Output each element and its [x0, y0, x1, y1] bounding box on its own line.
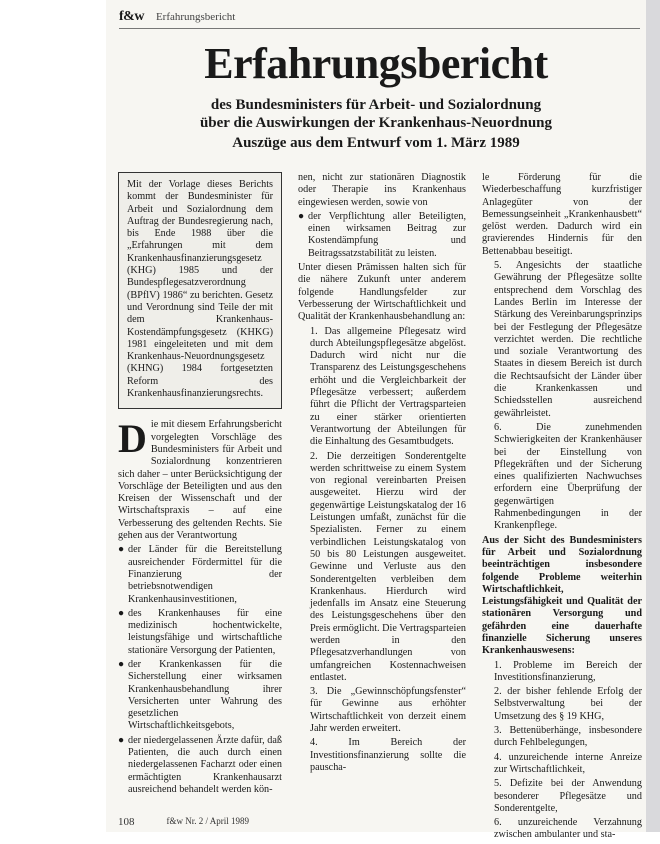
list-item: 2. Die derzeitigen Sonderentgelte werden schrittweise zu einem System von regional vereinbarten Preisen ausgeweitet. Hierzu wird der gegenwärtige Leistungskatalog der 16 Leistungen umfaßt, zunächst für die Spezialisten. Ferner zu einem verbindlichen Leistungskatalog von 50 bis 80 Leistungen ausgeweitet. Gewinne und Verluste aus den Sonderentgelten verbleiben dem Krankenhaus. Hierdurch wird jedenfalls im Ansatz eine Steuerung des Leistungsgeschehens über den Preis ermöglicht. Die Vertragsparteien werden in den Pflegesatzverhandlungen von umfangreichen Kostennachweisen entlastet.	[310, 450, 466, 683]
continuation-text: le Förderung für die Wiederbeschaffung kurzfristiger Anlagegüter von der Bemessungseinheit „Krankenhausbett“ gelöst werden. Dadurch wird ein gravierendes Hindernis für den Bettenabbau beseitigt.	[482, 172, 642, 257]
list-item: 4. unzureichende interne Anreize zur Wirtschaftlichkeit,	[494, 751, 642, 775]
list-item: 4. Im Bereich der Investitionsfinanzierung sollte die pauscha-	[310, 737, 466, 773]
page-number: 108	[118, 816, 135, 828]
issue-info: f&w Nr. 2 / April 1989	[166, 816, 249, 826]
bullet-icon: ●	[118, 544, 125, 556]
drop-cap: D	[118, 416, 147, 462]
list-item: ● der niedergelassenen Ärzte dafür, daß Patienten, die auch durch einen niedergelassenen Facharzt oder einen ermächtigten Krankenhausarzt ausreichend behandelt werden kön-	[118, 734, 282, 795]
page-binding-edge	[646, 0, 660, 832]
problems-intro: Aus der Sicht des Bundesministers für Arbeit und Sozialordnung beeinträchtigen insbesondere folgende Probleme weiterhin Wirtschaftlichkeit, Leistungsfähigkeit und Qualität der stationären Versorgung und gefährden eine dauerhafte finanzielle Sicherung unseres Krankenhauswesens:	[482, 534, 642, 657]
problems-list	[482, 660, 642, 842]
journal-logo: f&w	[119, 9, 144, 24]
list-item: ● des Krankenhauses für eine medizinisch hochentwickelte, leistungsfähige und wirtschaftliche stationäre Versorgung der Patienten,	[118, 607, 282, 656]
responsibility-list	[118, 544, 282, 796]
bullet-icon: ●	[298, 210, 305, 222]
list-item: ● der Krankenkassen für die Sicherstellung einer wirksamen Krankenhausbehandlung ihrer Versicherten unter Wahrung des gesetzlichen Wirtschaftlichkeitsgebots,	[118, 658, 282, 732]
list-item: 6. Die zunehmenden Schwierigkeiten der Krankenhäuser bei der Einstellung von Pflegekräften und der Sicherung eines qualifizierten Nachwuchses erfordern eine Überprüfung der gegenwärtigen Rahmenbedingungen in der Krankenpflege.	[494, 421, 642, 532]
article-subtitle	[106, 96, 646, 132]
list-item: 3. Bettenüberhänge, insbesondere durch Fehlbelegungen,	[494, 725, 642, 749]
article-title: Erfahrungsbericht	[204, 39, 548, 88]
bullet-icon: ●	[118, 607, 125, 619]
summary-text: Mit der Vorlage dieses Berichts kommt der Bundesminister für Arbeit und Sozialordnung dem Auftrag der Bundesregierung nach, bis Ende 1988 über die „Erfahrungen mit dem Krankenhausfinanzierungsgesetz (KHG) 1985 und der Bundespflegesatzverordnung (BPflV) 1986“ zu berichten. Gesetz und Verordnung sind Teile der mit dem Krankenhaus-Kostendämpfungsgesetz (KHKG) 1981 eingeleiteten und mit dem Krankenhaus-Neuordnungsgesetz (KHNG) 1984 fortgesetzten Reform des Krankenhausfinanzierungsrechts.	[127, 179, 273, 400]
subtitle-line-1: des Bundesministers für Arbeit- und Sozialordnung	[210, 97, 542, 113]
subtitle-line-2: über die Auswirkungen der Krankenhaus-Neuordnung	[199, 115, 553, 131]
running-header	[119, 6, 640, 29]
list-item: 5. Angesichts der staatliche Gewährung der Pflegesätze sollte entsprechend dem Vorschlag des Landes Berlin im Interesse der Stärkung des Vereinbarungsprinzips bei der Festlegung der Pflegesätze verzichtet werden. Die rechtliche und soziale Verantwortung des Staates in diesem Bereich ist durch die Rechtsaufsicht der Länder über die Krankenkassen und Schiedsstellen ausreichend gewährleistet.	[494, 260, 642, 419]
list-item: 1. Das allgemeine Pflegesatz wird durch Abteilungspflegesätze abgelöst. Dadurch wird nicht nur die Transparenz des Leistungsgeschehens erhöht und die Vergleichbarkeit der Pflegesätze verbessert; außerdem führt die Pflicht der Vertragsparteien zu einer stärker orientierten Verantwortung der Abteilungen für die Einhaltung des Gesamtbudgets.	[310, 325, 466, 448]
summary-box	[118, 172, 282, 409]
list-item: 6. unzureichende Verzahnung zwischen ambulanter und sta-	[494, 817, 642, 841]
list-item: 3. Die „Gewinnschöpfungsfenster“ für Gewinne aus erhöhter Wirtschaftlichkeit von derzeit einem Jahr werden erweitert.	[310, 686, 466, 735]
intro-paragraph	[118, 416, 282, 542]
left-margin	[0, 0, 106, 832]
premise-paragraph: Unter diesen Prämissen halten sich für die nähere Zukunft unter anderem folgende Handlungsfelder zur Verbesserung der Wirtschaftlichkeit und Qualität der Krankenhausbehandlung an:	[298, 262, 466, 323]
list-item: 1. Probleme im Bereich der Investitionsfinanzierung,	[494, 659, 642, 683]
bullet-icon: ●	[118, 734, 125, 746]
list-item: ● der Länder für die Bereitstellung ausreichender Fördermittel für die Finanzierung der betriebsnotwendigen Krankenhausinvestitionen,	[118, 544, 282, 605]
section-label: Erfahrungsbericht	[155, 11, 236, 23]
obligation-list	[298, 211, 466, 260]
measures-list	[298, 326, 466, 775]
page-footer	[118, 816, 249, 828]
continuation-text: nen, nicht zur stationären Diagnostik oder Therapie ins Krankenhaus eingewiesen werden, sowie von	[298, 172, 466, 208]
bullet-icon: ●	[118, 658, 125, 670]
list-item: 2. der bisher fehlende Erfolg der Selbstverwaltung bei der Umsetzung des § 19 KHG,	[494, 686, 642, 722]
list-item: ● der Verpflichtung aller Beteiligten, einen wirksamen Beitrag zur Kostendämpfung und Beitragssatzstabilität zu leisten.	[298, 210, 466, 259]
list-item: 5. Defizite bei der Anwendung besonderer Pflegesätze und Sonderentgelte,	[494, 778, 642, 814]
intro-text: ie mit diesem Erfahrungsbericht vorgelegten Vorschläge des Bundesministers für Arbeit und Sozialordnung konzentrieren sich daher – unter Berücksichtigung der Vorschläge der Beteiligten und aus den Kreisen der Wissenschaft und der Wirtschaftspraxis – auf eine Verbesserung des geltenden Rechts. Sie gehen aus der Verantwortung	[118, 419, 282, 542]
column-2	[298, 172, 466, 776]
excerpt-note: Auszüge aus dem Entwurf vom 1. März 1989	[232, 135, 520, 151]
measures-list-continued	[482, 260, 642, 533]
column-1	[118, 172, 282, 798]
column-3	[482, 172, 642, 844]
